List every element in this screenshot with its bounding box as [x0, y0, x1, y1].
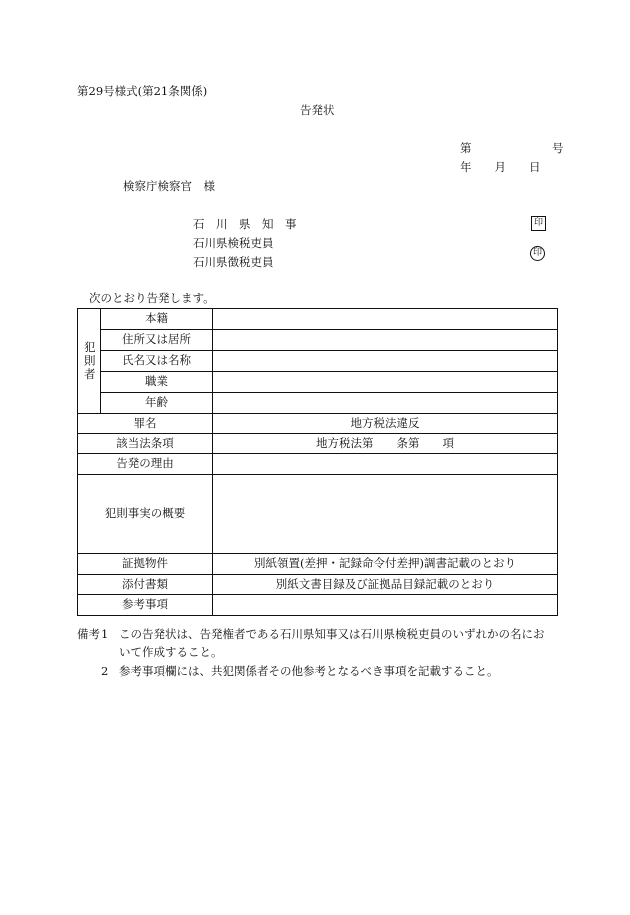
offender-row-label: 氏名又は名称: [101, 351, 213, 372]
row-label: 該当法条項: [78, 434, 213, 454]
sender-collector: 石川県徴税吏員: [193, 255, 274, 269]
note-1-line-2: いて作成すること。: [119, 645, 223, 659]
offender-row-value: [213, 351, 558, 372]
offender-row-value: [213, 372, 558, 393]
offender-row-value: [213, 309, 558, 330]
row-value: 地方税法第 条第 項: [213, 434, 558, 454]
note-2-line-1: 参考事項欄には、共犯関係者その他参考となるべき事項を記載すること。: [119, 664, 499, 678]
number-line: 第 号: [460, 141, 564, 155]
round-seal: 印: [530, 246, 545, 261]
offender-row-value: [213, 330, 558, 351]
notes-prefix: 備考: [77, 627, 100, 641]
row-label: 犯則事実の概要: [78, 475, 213, 554]
offender-row-label: 年齢: [101, 393, 213, 414]
row-value: 地方税法違反: [213, 414, 558, 434]
row-label: 証拠物件: [78, 554, 213, 575]
sender-governor: 石 川 県 知 事: [193, 217, 297, 231]
row-value: [213, 475, 558, 554]
row-value: 別紙文書目録及び証拠品目録記載のとおり: [213, 575, 558, 595]
indictment-table: [77, 308, 558, 616]
offender-group-cell: [78, 309, 101, 414]
date-line: 年 月 日: [460, 160, 541, 174]
offender-row-value: [213, 393, 558, 414]
document-title: 告発状: [300, 103, 335, 117]
row-value: [213, 595, 558, 616]
row-label: 告発の理由: [78, 454, 213, 475]
offender-row-label: 住所又は居所: [101, 330, 213, 351]
offender-group-label: 犯則者: [82, 340, 97, 382]
form-number: 第29号様式(第21条関係): [77, 84, 208, 98]
row-label: 添付書類: [78, 575, 213, 595]
row-value: 別紙領置(差押・記録命令付差押)調書記載のとおり: [213, 554, 558, 575]
row-label: 参考事項: [78, 595, 213, 616]
note-2-number: 2: [101, 664, 109, 678]
offender-row-label: 本籍: [101, 309, 213, 330]
addressee: 検察庁検察官 様: [123, 179, 215, 193]
row-value: [213, 454, 558, 475]
intro-text: 次のとおり告発します。: [89, 291, 215, 305]
note-1-number: 1: [101, 627, 109, 641]
sender-inspector: 石川県検税吏員: [193, 236, 274, 250]
offender-row-label: 職業: [101, 372, 213, 393]
note-1-line-1: この告発状は、告発権者である石川県知事又は石川県検税吏員のいずれかの名にお: [119, 627, 545, 641]
square-seal: 印: [531, 216, 546, 231]
row-label: 罪名: [78, 414, 213, 434]
